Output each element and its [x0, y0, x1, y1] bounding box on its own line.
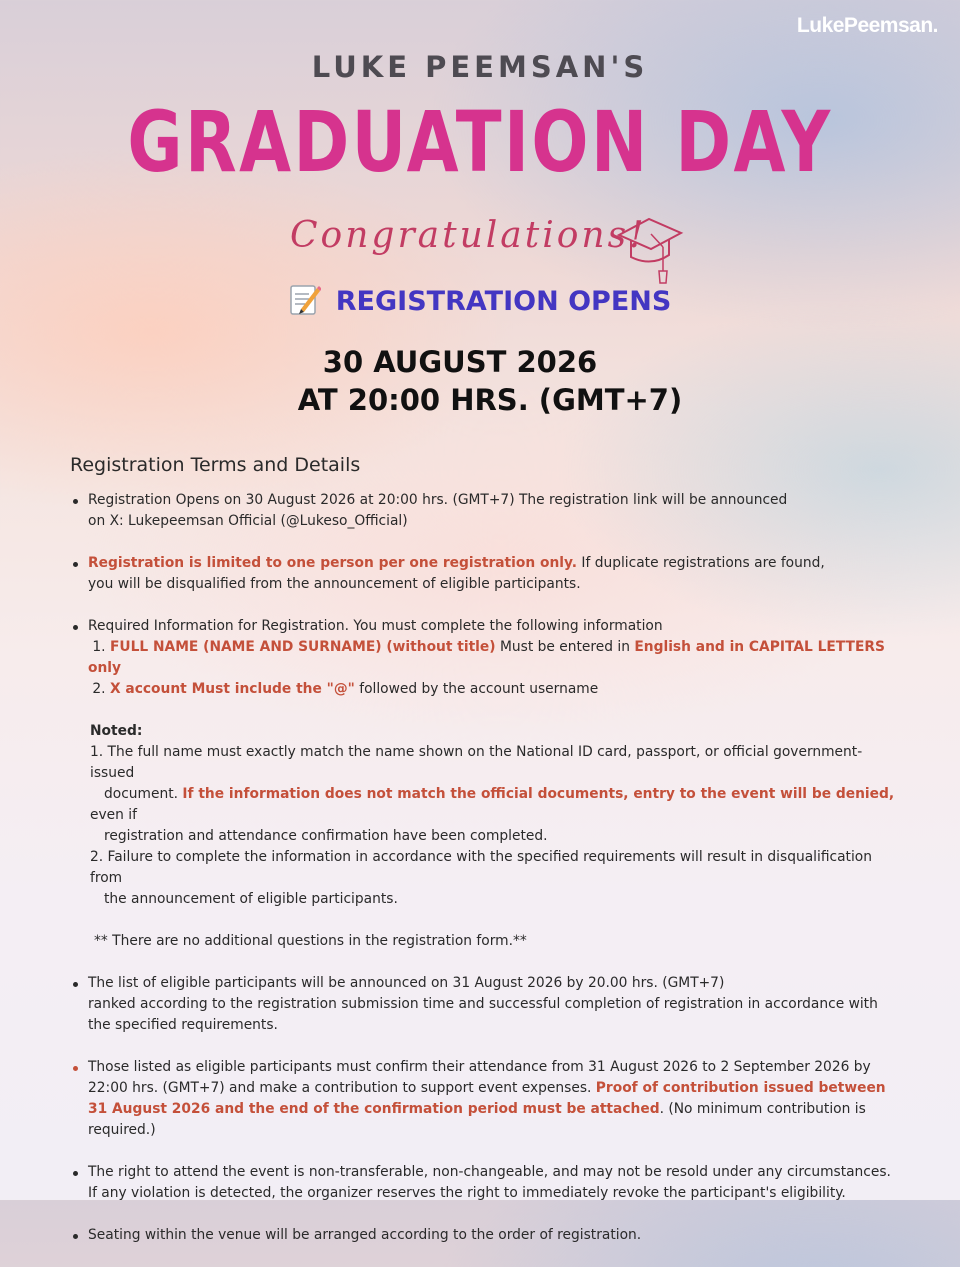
- terms-list: [72, 490, 902, 1267]
- term-item: [72, 1162, 902, 1204]
- term-line: [88, 1099, 902, 1141]
- requirement-number: 1.: [92, 639, 106, 655]
- noted-title: Noted:: [90, 723, 143, 739]
- noted-extra: ** There are no additional questions in the registration form.**: [94, 933, 527, 949]
- requirement-number: 2.: [92, 681, 106, 697]
- term-item: [72, 616, 902, 700]
- term-text: followed by the account username: [354, 681, 599, 697]
- term-line: [88, 553, 902, 574]
- term-text: Required Information for Registration. You must complete the following information: [88, 618, 663, 634]
- term-highlight: Proof of contribution issued between: [595, 1080, 886, 1096]
- term-text: registration and attendance confirmation have been completed.: [104, 828, 548, 844]
- term-text: Those listed as eligible participants must confirm their attendance from 31 August 2026 to 2 September 2026 by: [88, 1059, 871, 1075]
- bullet-icon: [73, 982, 78, 987]
- requirement-line: [88, 637, 902, 679]
- bullet-icon: [73, 499, 78, 504]
- term-item: [72, 490, 902, 532]
- page-title: GRADUATION DAY: [127, 93, 833, 191]
- noted-block: [72, 721, 902, 910]
- term-text: 22:00 hrs. (GMT+7) and make a contribution to support event expenses.: [88, 1080, 596, 1096]
- registration-opens-row: [0, 282, 960, 320]
- term-line: [88, 1078, 902, 1099]
- term-highlight: FULL NAME (NAME AND SURNAME) (without title): [109, 639, 496, 655]
- term-item: [72, 973, 902, 1036]
- subtitle-row: [280, 205, 700, 285]
- requirement-line: [88, 679, 902, 700]
- bullet-icon: [73, 625, 78, 630]
- memo-pencil-icon: [289, 282, 321, 320]
- term-text: you will be disqualified from the announcement of eligible participants.: [88, 576, 581, 592]
- term-item: [72, 553, 902, 595]
- term-text: the specified requirements.: [88, 1017, 278, 1033]
- term-highlight: X account Must include the "@": [109, 681, 355, 697]
- registration-opens-label: REGISTRATION OPENS: [335, 285, 672, 317]
- terms-heading: Registration Terms and Details: [70, 454, 361, 476]
- term-highlight: 31 August 2026 and the end of the confirmation period must be attached: [88, 1101, 660, 1117]
- term-highlight: Registration is limited to one person per one registration only.: [88, 555, 577, 571]
- term-text: the announcement of eligible participants.: [104, 891, 398, 907]
- term-text: Registration Opens on 30 August 2026 at 20:00 hrs. (GMT+7) The registration link will be announced: [88, 492, 788, 508]
- bullet-icon: [73, 1234, 78, 1239]
- term-text: ranked according to the registration submission time and successful completion of registration in accordance with: [88, 996, 878, 1012]
- term-text: If any violation is detected, the organizer reserves the right to immediately revoke the participant's eligibility.: [88, 1185, 846, 1201]
- term-item: [72, 1057, 902, 1141]
- graduation-cap-icon: [615, 213, 685, 292]
- term-item: [72, 1225, 902, 1246]
- bullet-icon: [73, 1171, 78, 1176]
- term-text: Seating within the venue will be arranged according to the order of registration.: [88, 1227, 642, 1243]
- term-text: on X: Lukepeemsan Official (@Lukeso_Official): [88, 513, 408, 529]
- noted-item: [90, 742, 902, 847]
- brand-watermark: LukePeemsan.: [796, 14, 938, 37]
- term-text: The right to attend the event is non-transferable, non-changeable, and may not be resold under any circumstances.: [88, 1164, 891, 1180]
- noted-item: [90, 847, 902, 910]
- term-highlight: English and in CAPITAL LETTERS only: [88, 639, 885, 676]
- congratulations-text: Congratulations!: [290, 215, 647, 256]
- term-text: Must be entered in: [495, 639, 635, 655]
- registration-time: AT 20:00 HRS. (GMT+7): [297, 383, 683, 417]
- term-text: 2. Failure to complete the information in accordance with the specified requirements will result in disqualification from: [90, 849, 872, 886]
- registration-date: 30 AUGUST 2026: [322, 345, 598, 379]
- term-text: 1. The full name must exactly match the name shown on the National ID card, passport, or official government-issued: [90, 744, 863, 781]
- term-text: The list of eligible participants will be announced on 31 August 2026 by 20.00 hrs. (GMT+7): [88, 975, 725, 991]
- term-text: If duplicate registrations are found,: [577, 555, 825, 571]
- bullet-icon: [73, 562, 78, 567]
- term-text: even if: [90, 807, 137, 823]
- bullet-icon: [73, 1066, 78, 1071]
- term-text: document.: [104, 786, 178, 802]
- term-highlight: If the information does not match the official documents, entry to the event will be denied,: [182, 786, 895, 802]
- term-text: . (No minimum contribution is required.): [88, 1101, 866, 1138]
- event-kicker: LUKE PEEMSAN'S: [311, 50, 649, 84]
